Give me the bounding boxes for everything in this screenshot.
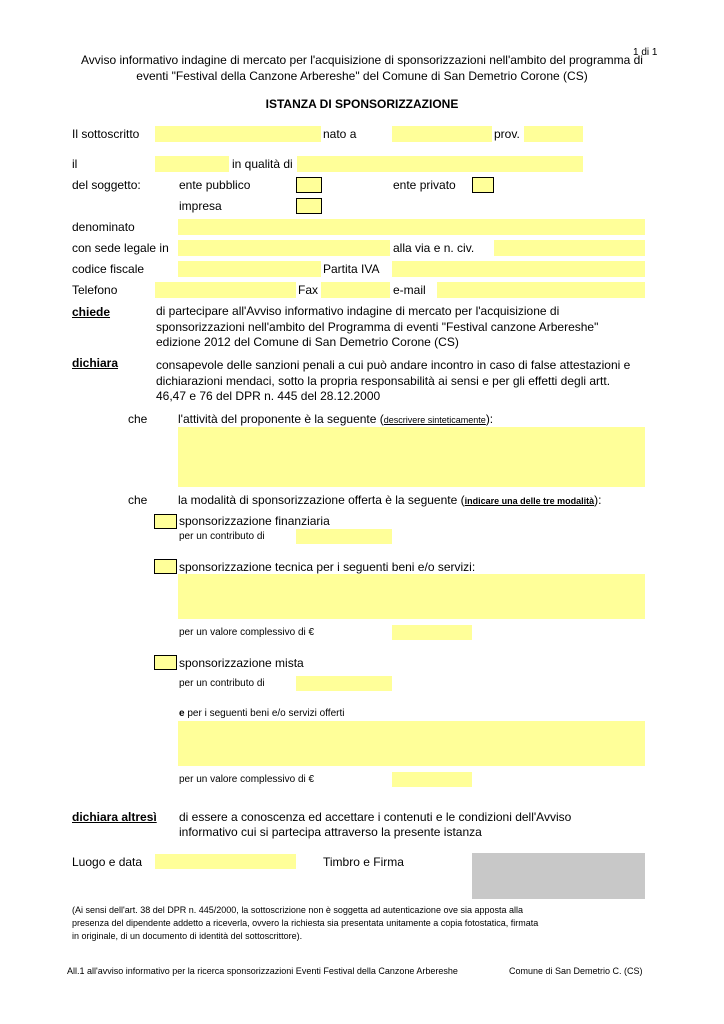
che-label-2: che	[128, 493, 148, 507]
modalita-prompt: la modalità di sponsorizzazione offerta è la seguente (indicare una delle tre modalità):	[178, 493, 602, 507]
ente-privato-checkbox[interactable]	[472, 177, 494, 193]
label-via-civ: alla via e n. civ.	[393, 241, 475, 255]
label-finanziaria: sponsorizzazione finanziaria	[179, 514, 330, 528]
contributo-field[interactable]	[296, 529, 392, 544]
footer-right: Comune di San Demetrio C. (CS)	[509, 966, 643, 976]
label-contributo: per un contributo di	[179, 531, 265, 542]
altresi-label: dichiara altresì	[72, 810, 157, 824]
label-fax: Fax	[298, 283, 319, 297]
nato-a-field[interactable]	[392, 126, 492, 142]
mista-textarea[interactable]	[178, 721, 645, 766]
mista-checkbox[interactable]	[154, 655, 177, 670]
label-sede-legale: con sede legale in	[72, 241, 169, 255]
label-luogo-data: Luogo e data	[72, 855, 143, 869]
sede-legale-field[interactable]	[178, 240, 390, 256]
label-partita-iva: Partita IVA	[323, 262, 380, 276]
header-line-1: Avviso informativo indagine di mercato per l'acquisizione di sponsorizzazioni nell'ambito del programma di	[81, 53, 643, 67]
label-impresa: impresa	[179, 199, 222, 213]
label-del-soggetto: del soggetto:	[72, 178, 141, 192]
ente-pubblico-checkbox[interactable]	[296, 177, 322, 193]
header-line-2: eventi "Festival della Canzone Arbereshe" del Comune di San Demetrio Corone (CS)	[136, 69, 588, 83]
chiede-line-3: edizione 2012 del Comune di San Demetrio Corone (CS)	[156, 335, 459, 349]
label-sottoscritto: Il sottoscritto	[72, 127, 140, 141]
email-field[interactable]	[437, 282, 645, 298]
note-line-3: in originale, di un documento di identità del sottoscrittore).	[72, 931, 303, 941]
label-valore-2: per un valore complessivo di €	[179, 774, 315, 785]
partita-iva-field[interactable]	[392, 261, 645, 277]
label-email: e-mail	[393, 283, 426, 297]
label-tecnica: sponsorizzazione tecnica per i seguenti beni e/o servizi:	[179, 560, 476, 574]
tecnica-checkbox[interactable]	[154, 559, 177, 574]
signature-box[interactable]	[472, 853, 645, 899]
label-ente-pubblico: ente pubblico	[179, 178, 251, 192]
contributo-2-field[interactable]	[296, 676, 392, 691]
page-title: ISTANZA DI SPONSORIZZAZIONE	[265, 97, 459, 111]
via-civ-field[interactable]	[494, 240, 645, 256]
label-ente-privato: ente privato	[393, 178, 456, 192]
fax-field[interactable]	[321, 282, 390, 298]
label-in-qualita: in qualità di	[232, 157, 293, 171]
valore-2-field[interactable]	[392, 772, 472, 787]
che-label-1: che	[128, 412, 148, 426]
note-line-1: (Ai sensi dell'art. 38 del DPR n. 445/2000, la sottoscrizione non è soggetta ad autenticazione ove sia apposta alla	[72, 905, 524, 915]
finanziaria-checkbox[interactable]	[154, 514, 177, 529]
dichiara-line-1: consapevole delle sanzioni penali a cui può andare incontro in caso di false attestazioni e	[156, 358, 631, 372]
chiede-line-1: di partecipare all'Avviso informativo indagine di mercato per l'acquisizione di	[156, 304, 560, 318]
label-telefono: Telefono	[72, 283, 118, 297]
luogo-data-field[interactable]	[155, 854, 296, 869]
label-prov: prov.	[494, 127, 520, 141]
label-timbro-firma: Timbro e Firma	[323, 855, 404, 869]
attivita-prompt: l'attività del proponente è la seguente (descrivere sinteticamente):	[178, 412, 494, 426]
valore-field[interactable]	[392, 625, 472, 640]
attivita-textarea[interactable]	[178, 427, 645, 487]
codice-fiscale-field[interactable]	[178, 261, 321, 277]
label-nato-a: nato a	[323, 127, 357, 141]
telefono-field[interactable]	[155, 282, 296, 298]
footer-left: All.1 all'avviso informativo per la ricerca sponsorizzazioni Eventi Festival della Canzone Arbereshe	[67, 966, 458, 976]
in-qualita-field[interactable]	[297, 156, 583, 172]
chiede-line-2: sponsorizzazioni nell'ambito del Programma di eventi "Festival canzone Arbereshe"	[156, 320, 599, 334]
altresi-line-1: di essere a conoscenza ed accettare i contenuti e le condizioni dell'Avviso	[179, 810, 572, 824]
label-il: il	[72, 157, 78, 171]
label-denominato: denominato	[72, 220, 135, 234]
denominato-field[interactable]	[178, 219, 645, 235]
dichiara-line-3: 46,47 e 76 del DPR n. 445 del 28.12.2000	[156, 389, 381, 403]
note-line-2: presenza del dipendente addetto a riceverla, ovvero la richiesta sia presentata unitamente a copia fotostatica, firmata	[72, 918, 539, 928]
label-valore: per un valore complessivo di €	[179, 627, 315, 638]
altresi-line-2: informativo cui si partecipa attraverso la presente istanza	[179, 825, 482, 839]
dichiara-line-2: dichiarazioni mendaci, sotto la propria responsabilità ai sensi e per gli effetti degli artt.	[156, 374, 611, 388]
dichiara-label: dichiara	[72, 356, 119, 370]
label-codice-fiscale: codice fiscale	[72, 262, 145, 276]
impresa-checkbox[interactable]	[296, 198, 322, 214]
label-contributo-2: per un contributo di	[179, 678, 265, 689]
label-mista: sponsorizzazione mista	[179, 656, 304, 670]
chiede-label: chiede	[72, 305, 111, 319]
prov-field[interactable]	[524, 126, 583, 142]
data-nascita-field[interactable]	[155, 156, 229, 172]
page-number: 1 di 1	[633, 47, 658, 58]
label-beni-servizi: e per i seguenti beni e/o servizi offerti	[179, 708, 345, 719]
sottoscritto-field[interactable]	[155, 126, 321, 142]
tecnica-textarea[interactable]	[178, 574, 645, 619]
